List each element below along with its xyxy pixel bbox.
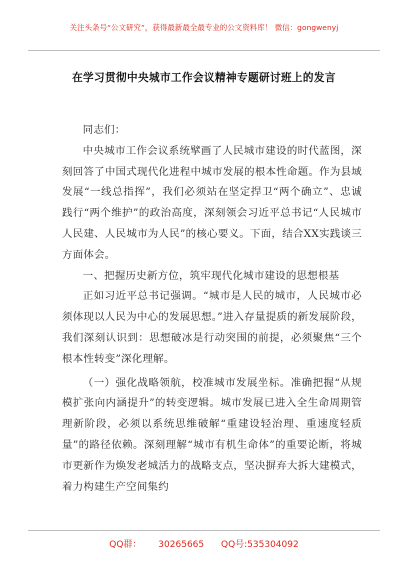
body-paragraph: 中央城市工作会议系统擘画了人民城市建设的时代蓝图，深刻回答了中国式现代化进程中城市发展的根本性命题。作为县域发展“一线总指挥”，我们必须站在坚定捍卫“两个确立”、忠诚践行“两个维护”的政治高度，深刻领会习近平总书记“人民城市人民建、人民城市为人民”的核心要义。下面，结合XX实践谈三方面体会。 <box>62 144 362 261</box>
salutation: 同志们： <box>82 124 126 136</box>
subsection-paragraph: （一）强化战略领航，校准城市发展坐标。准确把握“从规模扩张向内涵提升”的转变逻辑。城市发展已进入全生命周期管理新阶段，必须以系统思维破解“重建设轻治理、重速度轻质量”的路径依赖。深刻理解“城市有机生命体”的重要论断，将城市更新作为焕发老城活力的战略支点，坚决摒弃大拆大建模式，着力构建生产空间集约 <box>62 376 362 493</box>
document-body <box>62 120 362 497</box>
header-divider <box>28 50 380 51</box>
footer-divider <box>28 530 380 531</box>
footer-note: QQ群： 30265665 QQ号:535304092 <box>109 540 299 550</box>
section-heading: 一、把握历史新方位，筑牢现代化城市建设的思想根基 <box>82 269 340 282</box>
document-title: 在学习贯彻中央城市工作会议精神专题研讨班上的发言 <box>72 72 336 84</box>
body-paragraph: 正如习近平总书记强调。“城市是人民的城市，人民城市必须体现以人民为中心的发展思想。”进入存量提质的新发展阶段，我们深刻认识到：思想破冰是行动突围的前提，必须聚焦“三个根本性转变”深化理解。 <box>62 290 362 365</box>
header-note: 关注头条号“公文研究”，获得最新最全最专业的公文资料库！ 微信：gongwenyj <box>69 23 339 32</box>
